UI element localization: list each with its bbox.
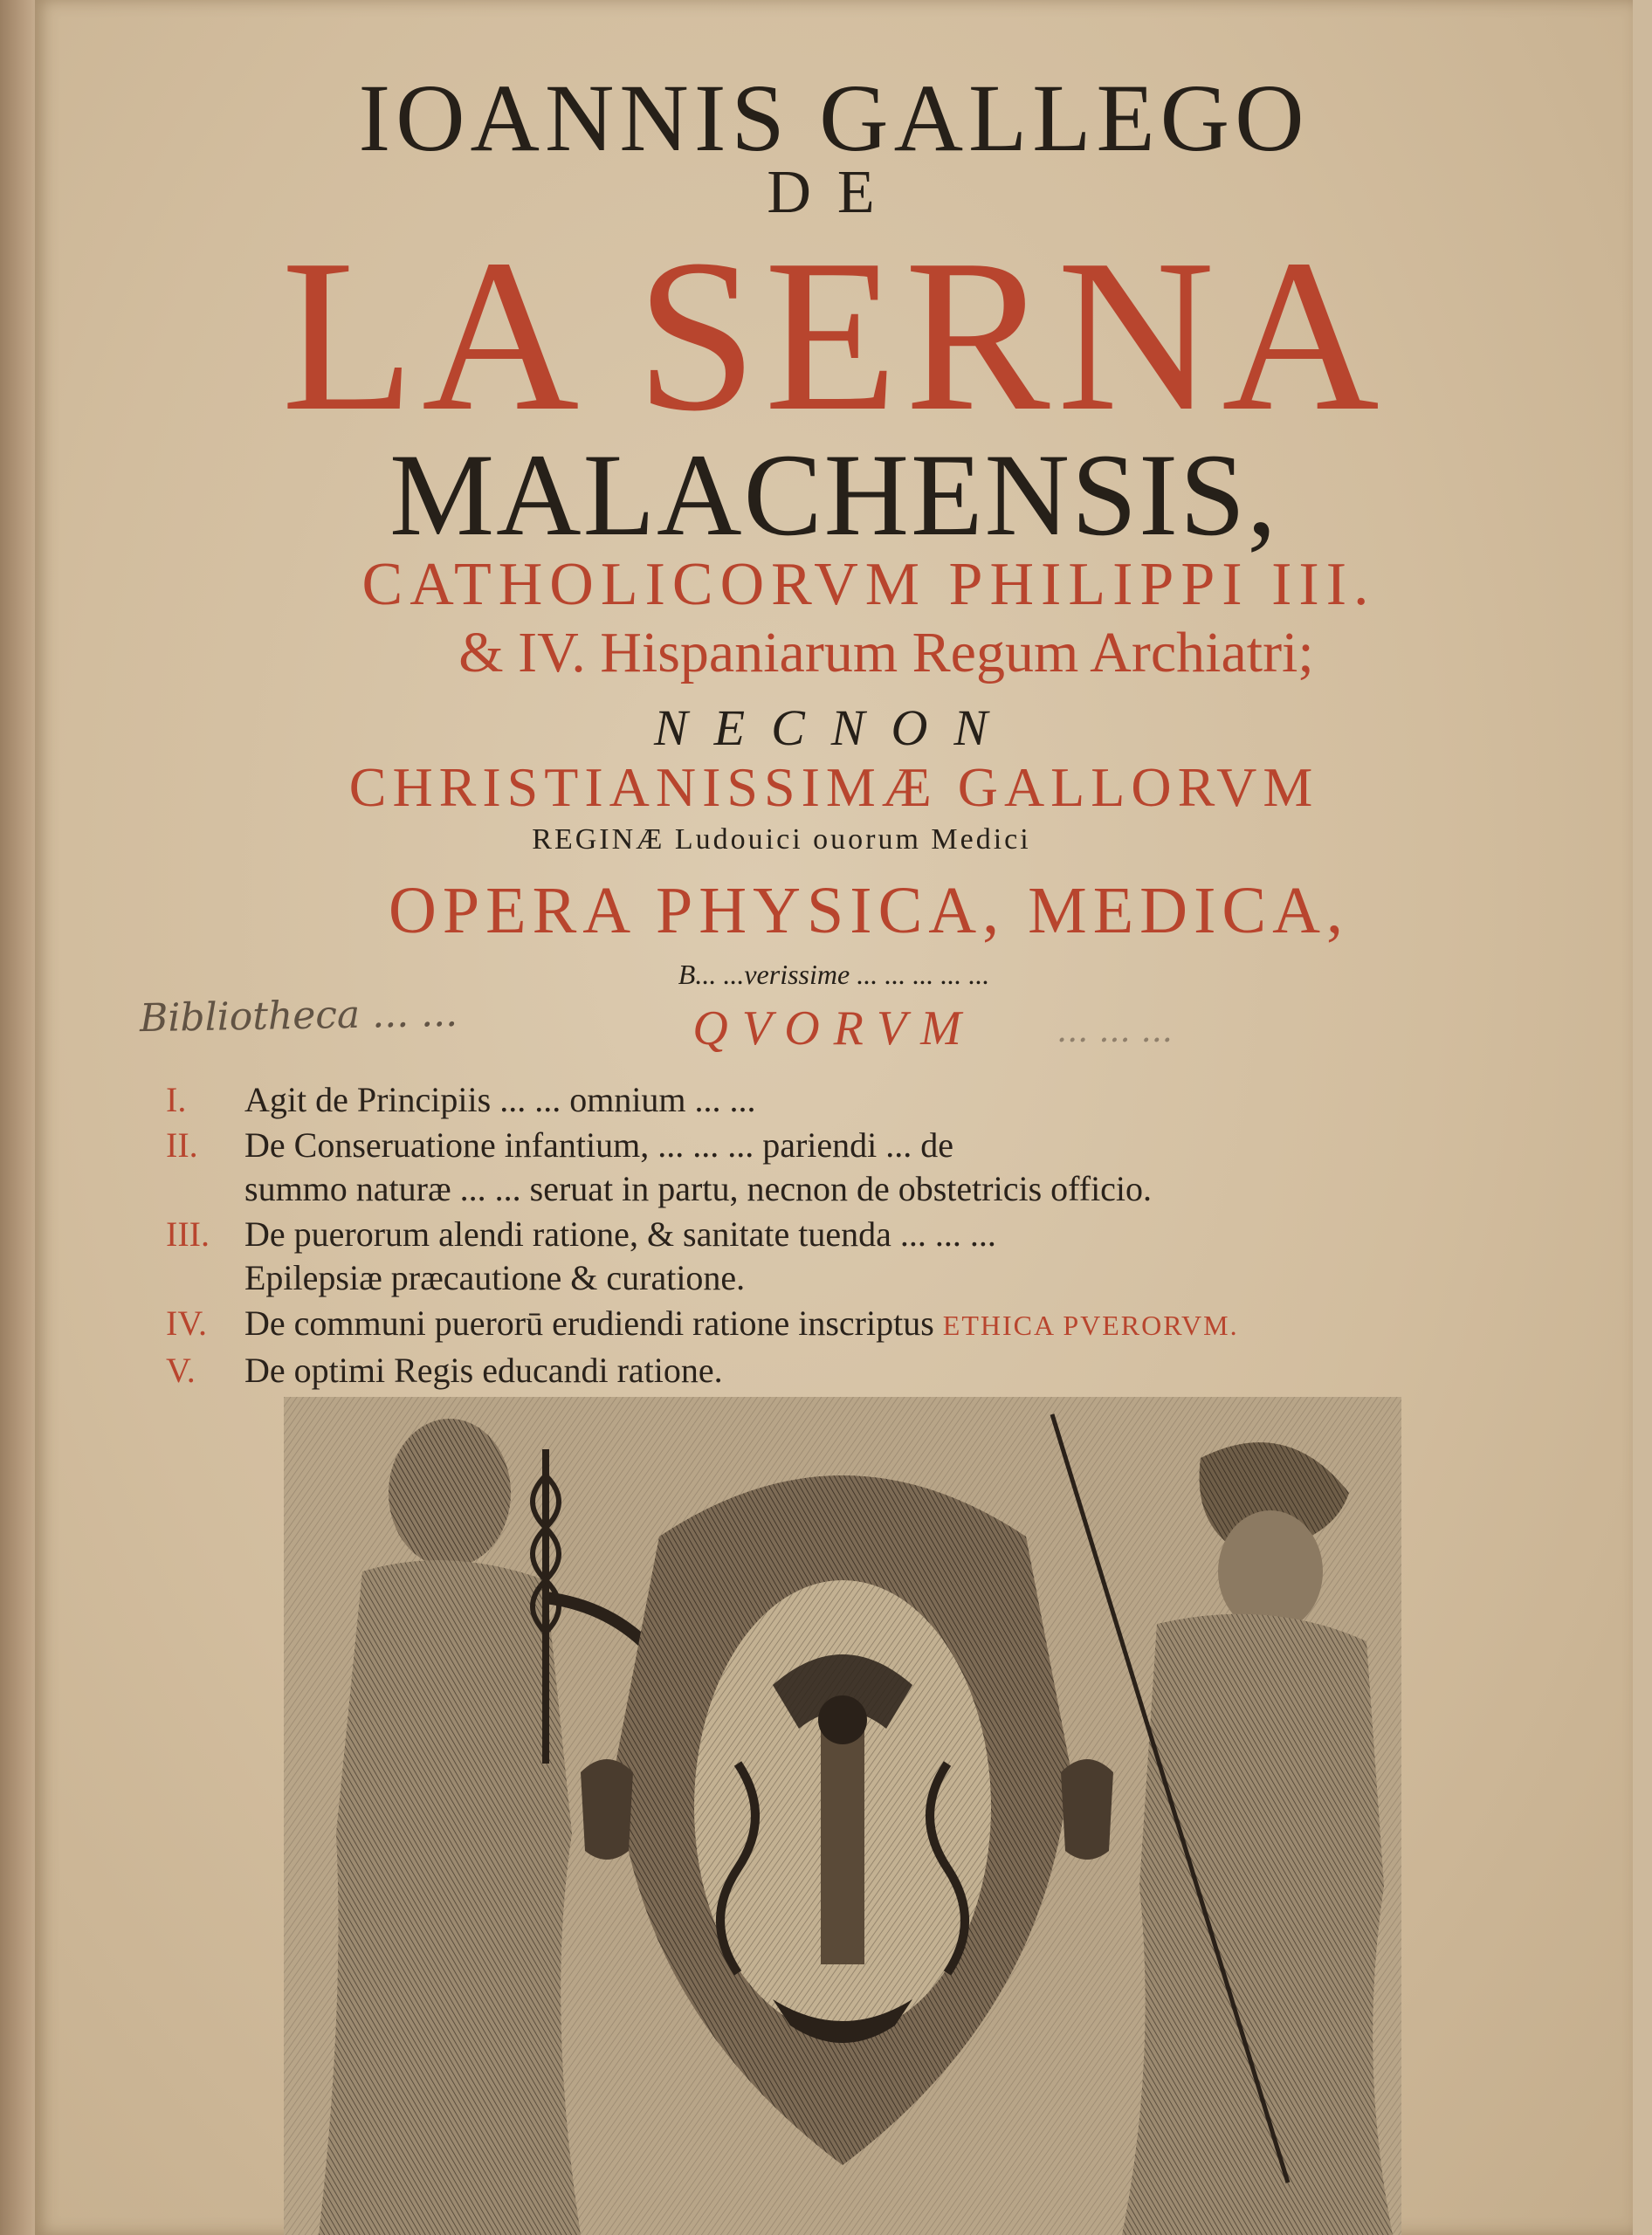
engraved-frontispiece: [284, 1397, 1401, 2235]
entry-line: summo naturæ ... ... seruat in partu, necnon de obstetricis officio.: [244, 1169, 1153, 1208]
entry-numeral: II.: [166, 1125, 198, 1165]
entry-line: De puerorum alendi ratione, & sanitate tuenda ... ... ...: [244, 1214, 996, 1254]
author-particle: DE: [767, 159, 901, 226]
contents-list: [166, 1078, 1528, 1394]
contents-entry: [166, 1302, 1528, 1347]
entry-tail-title: ETHICA PVERORVM.: [942, 1310, 1239, 1341]
author-surname: LA SERNA: [281, 215, 1387, 457]
handwritten-note: ... ... ...: [1057, 1011, 1173, 1049]
work-title: OPERA PHYSICA, MEDICA,: [389, 874, 1349, 947]
quorum-heading: QVORVM: [692, 1001, 975, 1056]
entry-numeral: III.: [166, 1214, 210, 1254]
subtitle-line: B... ...verissime ... ... ... ... ...: [678, 959, 990, 990]
entry-text: De optimi Regis educandi ratione.: [244, 1351, 723, 1390]
title-page: [35, 0, 1633, 2235]
entry-numeral: V.: [166, 1351, 196, 1390]
office-line-2: & IV. Hispaniarum Regum Archiatri;: [458, 621, 1314, 684]
entry-text: Agit de Principiis ... ... omnium ... ...: [244, 1080, 756, 1119]
entry-numeral: IV.: [166, 1303, 208, 1343]
entry-numeral: I.: [166, 1080, 187, 1119]
queen-line: CHRISTIANISSIMÆ GALLORVM: [348, 756, 1319, 818]
engraving-illustration-icon: [284, 1397, 1401, 2235]
book-binding-edge: [0, 0, 38, 2235]
entry-line: Epilepsiæ præcautione & curatione.: [244, 1258, 746, 1297]
entry-line: De communi puerorū erudiendi ratione inscriptus: [244, 1303, 934, 1343]
entry-text: [244, 1302, 1528, 1347]
author-origin: MALACHENSIS,: [389, 430, 1278, 560]
entry-text: [244, 1213, 1528, 1300]
office-line-1: CATHOLICORVM PHILIPPI III.: [361, 551, 1376, 618]
contents-entry: [166, 1124, 1528, 1211]
contents-entry: [166, 1213, 1528, 1300]
contents-entry: [166, 1349, 1528, 1393]
entry-text: [244, 1124, 1528, 1211]
contents-entry: [166, 1078, 1528, 1122]
entry-line: De Conseruatione infantium, ... ... ... pariendi ... de: [244, 1125, 954, 1165]
queen-line-2: REGINÆ Ludouici ouorum Medici: [532, 823, 1031, 856]
author-name: IOANNIS GALLEGO: [358, 65, 1310, 171]
handwritten-signature: Bibliotheca ... ...: [139, 990, 458, 1042]
necnon-line: NECNON: [653, 699, 1015, 756]
